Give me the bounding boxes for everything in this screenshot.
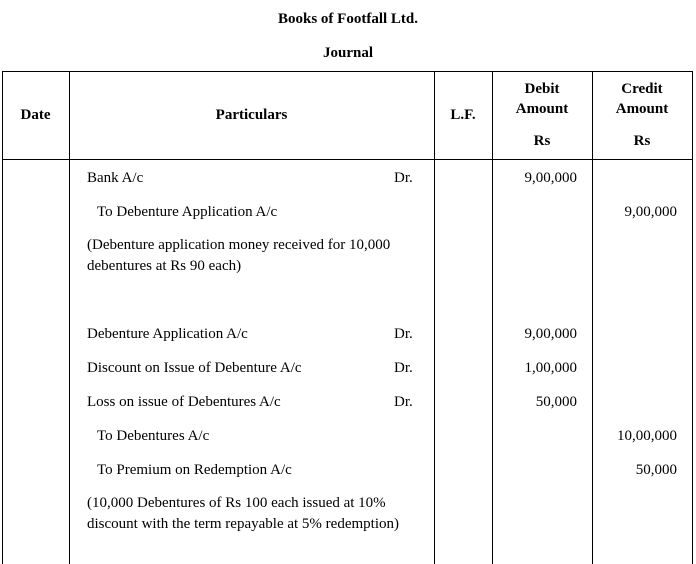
header-debit-line2: Amount — [515, 101, 569, 117]
company-title: Books of Footfall Ltd. — [277, 11, 418, 27]
narration: (10,000 Debentures of Rs 100 each issued at 10% discount with the term repayable at 5% redemption) — [87, 495, 399, 532]
header-date: Date — [20, 107, 51, 123]
header-debit-unit: Rs — [533, 133, 551, 149]
journal-title: Journal — [322, 45, 373, 61]
header-credit-amount — [592, 79, 692, 119]
dr-marker: Dr. — [394, 394, 413, 410]
particular-line: Loss on issue of Debentures A/c — [87, 394, 281, 410]
column-divider — [434, 71, 435, 564]
credit-amount: 50,000 — [635, 462, 677, 478]
debit-amount: 1,00,000 — [524, 360, 577, 376]
particular-line: Debenture Application A/c — [87, 326, 248, 342]
journal-table — [2, 71, 693, 564]
header-credit-line1: Credit — [621, 81, 663, 97]
debit-amount: 50,000 — [535, 394, 577, 410]
column-divider — [69, 71, 70, 564]
credit-amount: 9,00,000 — [624, 204, 677, 220]
header-particulars: Particulars — [215, 107, 288, 123]
dr-marker: Dr. — [394, 170, 413, 186]
header-credit-unit: Rs — [633, 133, 651, 149]
particular-line: Bank A/c — [87, 170, 144, 186]
particular-line: To Debenture Application A/c — [97, 204, 278, 220]
table-border-left — [2, 71, 3, 564]
narration: (Debenture application money received for 10,000 debentures at Rs 90 each) — [87, 237, 391, 274]
particular-line: To Debentures A/c — [97, 428, 210, 444]
particular-line: To Premium on Redemption A/c — [97, 462, 292, 478]
header-divider — [2, 159, 693, 160]
debit-amount: 9,00,000 — [524, 326, 577, 342]
credit-amount: 10,00,000 — [617, 428, 677, 444]
particular-line: Discount on Issue of Debenture A/c — [87, 360, 302, 376]
debit-amount: 9,00,000 — [524, 170, 577, 186]
header-debit-amount — [492, 79, 592, 119]
dr-marker: Dr. — [394, 326, 413, 342]
header-credit-line2: Amount — [615, 101, 669, 117]
dr-marker: Dr. — [394, 360, 413, 376]
table-border-top — [2, 71, 693, 72]
table-border-right — [692, 71, 693, 564]
header-lf: L.F. — [450, 107, 476, 123]
header-debit-line1: Debit — [524, 81, 560, 97]
